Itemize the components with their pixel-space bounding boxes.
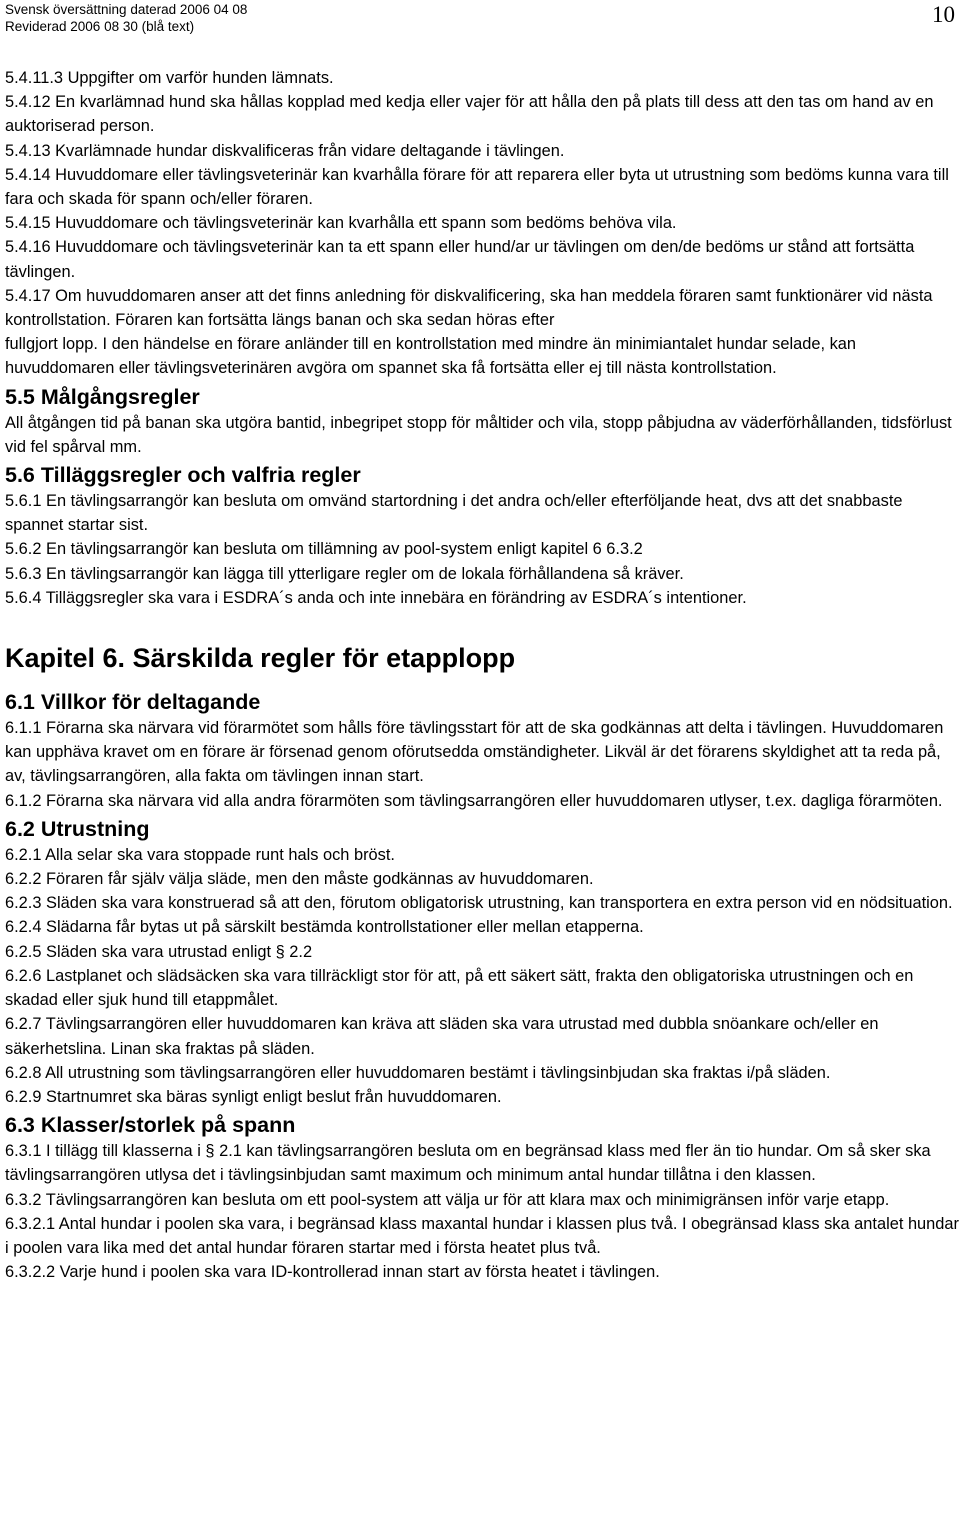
paragraph: 6.2.4 Slädarna får bytas ut på särskilt bestämda kontrollstationer eller mellan etapperna. xyxy=(5,918,644,937)
page-number: 10 xyxy=(932,2,955,27)
paragraph: 6.2.7 Tävlingsarrangören eller huvuddomaren kan kräva att släden ska vara utrustad med dubbla snöankare och/eller en säkerhetslina. Linan ska fraktas på släden. xyxy=(5,1015,879,1058)
paragraph: 6.2.3 Släden ska vara konstruerad så att den, förutom obligatorisk utrustning, kan transportera en extra person vid en nödsituation. xyxy=(5,894,953,913)
section-heading: 5.5 Målgångsregler xyxy=(5,384,200,409)
paragraph: 6.1.2 Förarna ska närvara vid alla andra förarmöten som tävlingsarrangören eller huvuddomaren utlyser, t.ex. dagliga förarmöten. xyxy=(5,791,943,810)
paragraph: 5.4.17 Om huvuddomaren anser att det finns anledning för diskvalificering, ska han meddela föraren samt funktionärer vid nästa kontrollstation. Föraren kan fortsätta längs banan och ska sedan höras efter xyxy=(5,286,933,330)
section-heading: 5.6 Tilläggsregler och valfria regler xyxy=(5,463,361,488)
header-info xyxy=(5,1,247,35)
paragraph: 5.6.1 En tävlingsarrangör kan besluta om omvänd startordning i det andra och/eller efterföljande heat, dvs att det snabbaste spannet startar sist. xyxy=(5,492,903,535)
paragraph: 6.3.2.2 Varje hund i poolen ska vara ID-kontrollerad innan start av första heatet i tävlingen. xyxy=(5,1263,660,1282)
document-body xyxy=(5,66,960,1284)
section-heading: 6.1 Villkor för deltagande xyxy=(5,690,261,715)
paragraph: 5.4.12 En kvarlämnad hund ska hållas kopplad med kedja eller vajer för att hålla den på plats till dess att den tas om hand av en auktoriserad person. xyxy=(5,93,934,136)
paragraph: All åtgången tid på banan ska utgöra bantid, inbegripet stopp för måltider och vila, stopp påbjudna av väderförhållanden, tidsförlust vid fel spårval mm. xyxy=(5,413,952,456)
paragraph: 6.2.8 All utrustning som tävlingsarrangören eller huvuddomaren bestämt i tävlingsinbjudan ska fraktas i/på släden. xyxy=(5,1063,831,1082)
paragraph: 5.4.15 Huvuddomare och tävlingsveterinär kan kvarhålla ett spann som bedöms behöva vila. xyxy=(5,214,677,233)
section-heading: 6.3 Klasser/storlek på spann xyxy=(5,1113,296,1138)
paragraph: 5.4.16 Huvuddomare och tävlingsveterinär kan ta ett spann eller hund/ar ur tävlingen om den/de bedöms ur stånd att fortsätta tävlingen. xyxy=(5,238,915,281)
paragraph: 6.2.2 Föraren får själv välja släde, men den måste godkännas av huvuddomaren. xyxy=(5,870,594,889)
chapter-heading: Kapitel 6. Särskilda regler för etapplopp xyxy=(5,643,516,674)
paragraph: 6.2.1 Alla selar ska vara stoppade runt hals och bröst. xyxy=(5,845,395,864)
paragraph: fullgjort lopp. I den händelse en förare anländer till en kontrollstation med mindre än minimiantalet hundar selade, kan huvuddomaren eller tävlingsveterinären avgöra om spannet ska få fortsätta eller ej till nästa kontrollstation. xyxy=(5,335,857,378)
paragraph: 5.4.14 Huvuddomare eller tävlingsveterinär kan kvarhålla förare för att reparera eller byta ut utrustning som bedöms kunna vara till fara och skada för spann och/eller föraren. xyxy=(5,165,949,209)
paragraph: 6.3.2.1 Antal hundar i poolen ska vara, i begränsad klass maxantal hundar i klassen plus två. I obegränsad klass ska antalet hundar i poolen vara lika med det antal hundar föraren startar med i första heatet plus två. xyxy=(5,1214,959,1257)
section-heading: 6.2 Utrustning xyxy=(5,816,150,841)
header-translation-date: Svensk översättning daterad 2006 04 08 xyxy=(5,2,248,17)
paragraph: 5.6.3 En tävlingsarrangör kan lägga till ytterligare regler om de lokala förhållandena så kräver. xyxy=(5,564,684,583)
paragraph: 5.4.13 Kvarlämnade hundar diskvalificeras från vidare deltagande i tävlingen. xyxy=(5,141,565,160)
paragraph: 5.4.11.3 Uppgifter om varför hunden lämnats. xyxy=(5,69,334,87)
paragraph: 6.3.1 I tillägg till klasserna i § 2.1 kan tävlingsarrangören besluta om en begränsad klass med fler än tio hundar. Om så sker ska tävlingsarrangören utlysa det i tävlingsinbjudan samt maximum och minimum antal hundar tillåtna i den klassen. xyxy=(5,1142,931,1185)
header-revision-date: Reviderad 2006 08 30 (blå text) xyxy=(5,19,195,34)
page-header xyxy=(5,0,955,44)
paragraph: 6.3.2 Tävlingsarrangören kan besluta om ett pool-system att välja ur för att klara max och minimigränsen inför varje etapp. xyxy=(5,1190,890,1209)
paragraph: 6.2.9 Startnumret ska bäras synligt enligt beslut från huvuddomaren. xyxy=(5,1087,502,1106)
paragraph: 6.2.6 Lastplanet och slädsäcken ska vara tillräckligt stor för att, på ett säkert sätt, frakta den obligatoriska utrustningen och en skadad eller sjuk hund till etappmålet. xyxy=(5,966,914,1010)
paragraph: 5.6.2 En tävlingsarrangör kan besluta om tillämning av pool-system enligt kapitel 6 6.3.2 xyxy=(5,540,643,559)
paragraph: 6.2.5 Släden ska vara utrustad enligt § 2.2 xyxy=(5,942,313,961)
paragraph: 6.1.1 Förarna ska närvara vid förarmötet som hålls före tävlingsstart för att de ska godkännas att delta i tävlingen. Huvuddomaren kan upphäva kravet om en förare är försenad genom oförutsedda omständigheter. Likväl är det förarens skyldighet att ta reda på, av, tävlingsarrangören, alla fakta om tävlingen innan start. xyxy=(5,719,944,786)
paragraph: 5.6.4 Tilläggsregler ska vara i ESDRA´s anda och inte innebära en förändring av ESDRA´s intentioner. xyxy=(5,588,747,607)
